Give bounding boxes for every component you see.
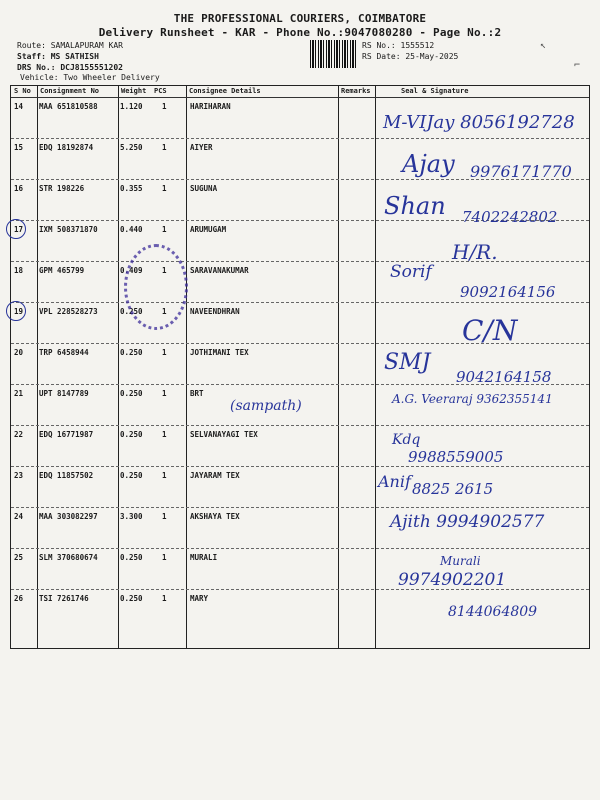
row-signature: 9976171770: [470, 162, 572, 181]
route-label: Route: SAMALAPURAM KAR: [17, 41, 123, 50]
signature-scribble: Ajay: [402, 150, 455, 178]
document-title: THE PROFESSIONAL COURIERS, COIMBATORE: [173, 12, 427, 25]
row-consignment: MAA 303082297: [39, 512, 98, 521]
header-signature: Seal & Signature: [401, 87, 469, 95]
row-signature: 8825 2615: [412, 480, 494, 498]
row-consignee: SELVANAYAGI TEX: [190, 430, 258, 439]
barcode: [310, 40, 358, 68]
row-consignment: EDQ 18192874: [39, 143, 94, 152]
signature-scribble: Sorif: [390, 262, 432, 282]
staff-label: Staff: MS SATHISH: [17, 52, 99, 61]
row-weight: 0.409: [120, 266, 143, 275]
row-sno: 18: [14, 266, 24, 275]
signature-scribble: SMJ: [384, 350, 431, 375]
row-consignment: SLM 370680674: [39, 553, 98, 562]
row-signature: 9042164158: [456, 368, 552, 386]
row-consignment: EDQ 11857502: [39, 471, 94, 480]
header-pcs: PCS: [154, 87, 167, 95]
header-weight: Weight: [121, 87, 147, 95]
row-sno: 14: [14, 102, 24, 111]
row-weight: 0.250: [120, 471, 143, 480]
row-weight: 0.250: [120, 594, 143, 603]
row-sno: 21: [14, 389, 24, 398]
row-pcs: 1: [162, 553, 167, 562]
row-consignment: GPM 465799: [39, 266, 85, 275]
signature-scribble: Anif: [378, 472, 411, 491]
row-consignee: SUGUNA: [190, 184, 218, 193]
row-consignee: MURALI: [190, 553, 218, 562]
row-consignment: STR 198226: [39, 184, 85, 193]
header-consignee: Consignee Details: [189, 87, 261, 95]
row-weight: 3.300: [120, 512, 143, 521]
rs-number: RS No.: 1555512: [362, 41, 435, 50]
row-sno: 17: [14, 225, 24, 234]
row-sno: 22: [14, 430, 24, 439]
row-pcs: 1: [162, 512, 167, 521]
row-pcs: 1: [162, 389, 167, 398]
header-consignment: Consignment No: [40, 87, 100, 95]
row-pcs: 1: [162, 102, 167, 111]
header-remarks: Remarks: [341, 87, 371, 95]
consignee-handwritten-note: (sampath): [230, 398, 302, 414]
row-consignee: HARIHARAN: [190, 102, 231, 111]
row-sno: 26: [14, 594, 24, 603]
row-consignee: BRT: [190, 389, 204, 398]
row-consignee: JOTHIMANI TEX: [190, 348, 249, 357]
row-sno: 23: [14, 471, 24, 480]
row-signature: 9988559005: [408, 448, 504, 466]
row-sno: 16: [14, 184, 24, 193]
row-pcs: 1: [162, 266, 167, 275]
row-weight: 0.355: [120, 184, 143, 193]
row-pcs: 1: [162, 594, 167, 603]
signature-scribble: Kdq: [392, 432, 421, 448]
row-signature: A.G. Veeraraj 9362355141: [392, 392, 553, 406]
corner-mark-icon: ↖: [540, 40, 547, 51]
row-consignee: AIYER: [190, 143, 213, 152]
header-sno: S No: [14, 87, 31, 95]
row-weight: 0.440: [120, 225, 143, 234]
document-subtitle: Delivery Runsheet - KAR - Phone No.:9047080280 - Page No.:2: [98, 26, 502, 39]
corner-mark-icon: ⌐: [574, 60, 581, 71]
row-sno: 25: [14, 553, 24, 562]
row-consignment: EDQ 16771987: [39, 430, 94, 439]
signature-scribble: Murali: [440, 554, 481, 568]
row-sno: 19: [14, 307, 24, 316]
signature-scribble: Shan: [384, 192, 446, 220]
row-consignment: TRP 6458944: [39, 348, 89, 357]
row-consignment: TSI 7261746: [39, 594, 89, 603]
row-consignee: JAYARAM TEX: [190, 471, 240, 480]
row-signature: 7402242802: [462, 208, 558, 226]
row-signature: 8144064809: [448, 604, 538, 620]
row-weight: 1.120: [120, 102, 143, 111]
row-consignee: AKSHAYA TEX: [190, 512, 240, 521]
row-consignee: SARAVANAKUMAR: [190, 266, 249, 275]
row-pcs: 1: [162, 143, 167, 152]
row-pcs: 1: [162, 184, 167, 193]
row-pcs: 1: [162, 430, 167, 439]
row-signature: 9092164156: [460, 283, 556, 301]
row-signature: C/N: [462, 314, 518, 347]
row-signature: H/R.: [452, 240, 498, 264]
row-sno: 20: [14, 348, 24, 357]
row-signature: M-VIJay 8056192728: [383, 112, 575, 133]
row-sno: 15: [14, 143, 24, 152]
row-pcs: 1: [162, 307, 167, 316]
row-pcs: 1: [162, 471, 167, 480]
row-pcs: 1: [162, 225, 167, 234]
row-weight: 0.250: [120, 553, 143, 562]
row-signature: Ajith 9994902577: [390, 512, 545, 532]
row-consignee: ARUMUGAM: [190, 225, 227, 234]
row-signature: 9974902201: [398, 570, 507, 590]
courier-seal-stamp: [124, 244, 188, 330]
drs-label: DRS No.: DCJ8155551202: [17, 63, 123, 72]
row-consignee: NAVEENDHRAN: [190, 307, 240, 316]
row-consignment: VPL 228528273: [39, 307, 98, 316]
row-weight: 0.250: [120, 389, 143, 398]
row-consignee: MARY: [190, 594, 209, 603]
row-consignment: UPT 8147789: [39, 389, 89, 398]
row-consignment: MAA 651810588: [39, 102, 98, 111]
row-consignment: IXM 508371870: [39, 225, 98, 234]
rs-date: RS Date: 25-May-2025: [362, 52, 459, 61]
row-sno: 24: [14, 512, 24, 521]
vehicle-label: Vehicle: Two Wheeler Delivery: [20, 73, 160, 82]
row-pcs: 1: [162, 348, 167, 357]
row-weight: 0.250: [120, 307, 143, 316]
row-weight: 0.250: [120, 430, 143, 439]
row-weight: 5.250: [120, 143, 143, 152]
row-weight: 0.250: [120, 348, 143, 357]
